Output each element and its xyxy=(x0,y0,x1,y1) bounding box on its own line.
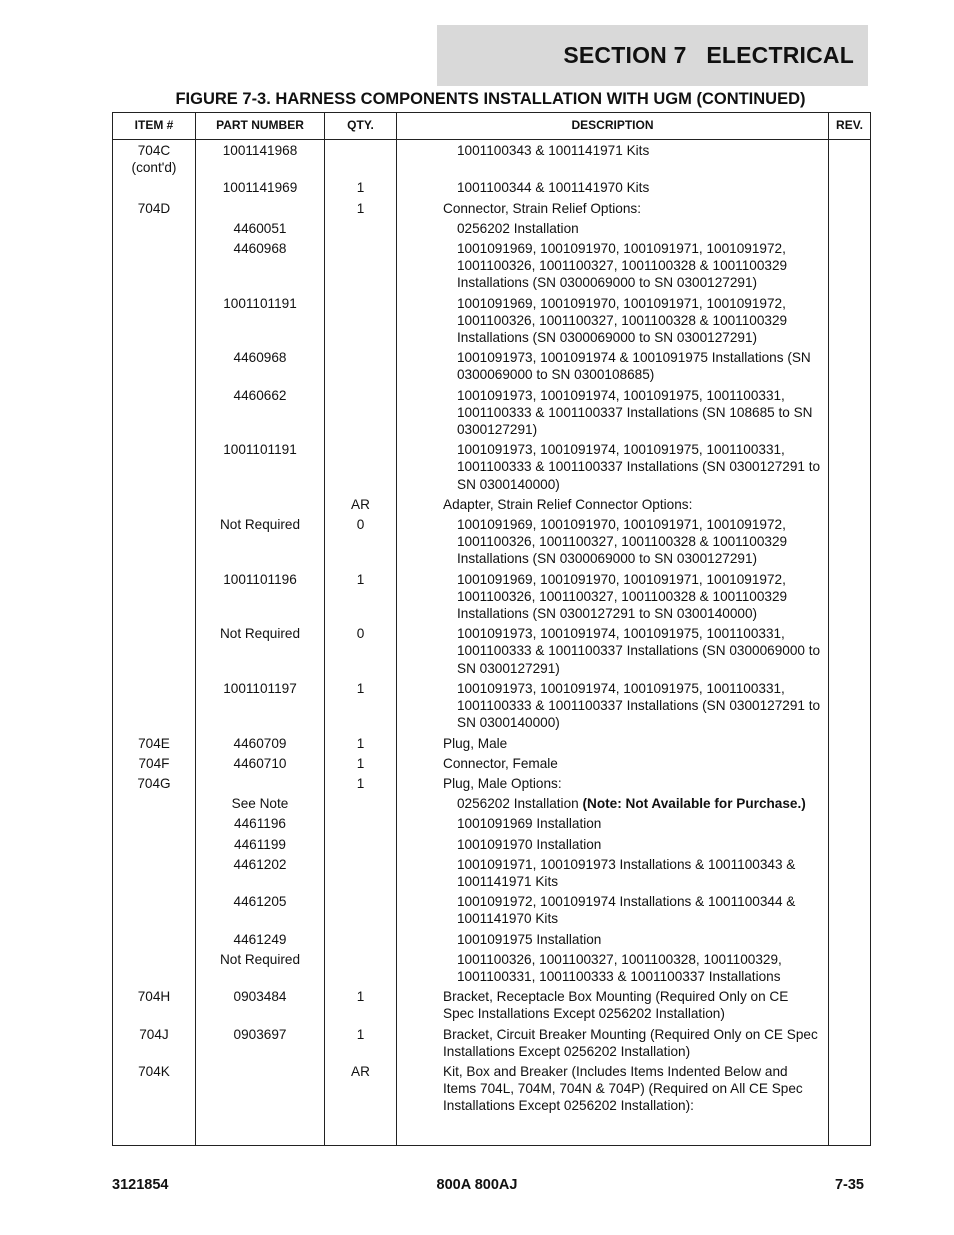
part-number-cell xyxy=(196,200,325,220)
spacer-cell xyxy=(325,1118,397,1146)
part-number-cell: Not Required xyxy=(196,516,325,571)
rev-cell xyxy=(829,240,871,295)
item-number-cell xyxy=(113,240,196,295)
table-row xyxy=(113,496,871,516)
table-row xyxy=(113,988,871,1025)
rev-cell xyxy=(829,893,871,930)
table-bottom-spacer xyxy=(113,1118,871,1146)
qty-cell: AR xyxy=(325,1063,397,1118)
part-number-cell: 4460662 xyxy=(196,387,325,442)
table-row xyxy=(113,441,871,496)
description-cell xyxy=(397,815,829,835)
item-number-cell: 704D xyxy=(113,200,196,220)
table-row xyxy=(113,735,871,755)
description-cell xyxy=(397,1063,829,1118)
qty-cell xyxy=(325,140,397,180)
rev-cell xyxy=(829,755,871,775)
qty-cell: 1 xyxy=(325,680,397,735)
description-text: 0256202 Installation xyxy=(457,796,583,812)
description-cell xyxy=(397,240,829,295)
rev-cell xyxy=(829,295,871,350)
part-number-cell: 4460968 xyxy=(196,240,325,295)
rev-cell xyxy=(829,571,871,626)
description-text: 1001100343 & 1001141971 Kits xyxy=(457,143,650,158)
part-number-cell: 1001101191 xyxy=(196,295,325,350)
description-cell xyxy=(397,856,829,893)
description-text: 0256202 Installation xyxy=(457,220,579,236)
item-number-cell xyxy=(113,795,196,815)
description-text: 1001091969 Installation xyxy=(457,816,602,832)
part-number-cell xyxy=(196,775,325,795)
qty-cell xyxy=(325,240,397,295)
table-row xyxy=(113,220,871,240)
item-number-cell xyxy=(113,349,196,386)
table-row xyxy=(113,1063,871,1118)
item-number-cell xyxy=(113,931,196,951)
item-number-cell xyxy=(113,220,196,240)
table-row xyxy=(113,856,871,893)
item-number-cell xyxy=(113,179,196,199)
column-header-qty: QTY. xyxy=(325,113,397,140)
table-row xyxy=(113,179,871,199)
qty-cell xyxy=(325,815,397,835)
part-number-cell: 4460968 xyxy=(196,349,325,386)
description-text: 1001091973, 1001091974, 1001091975, 1001100331, 1001100333 & 1001100337 Installations (SN 0300127291 to SN 0300140000) xyxy=(457,442,821,492)
item-number-cell xyxy=(113,387,196,442)
item-number-cell: 704C (cont'd) xyxy=(113,140,196,180)
description-cell xyxy=(397,625,829,680)
item-number-cell xyxy=(113,893,196,930)
description-text: 1001091973, 1001091974, 1001091975, 1001100331, 1001100333 & 1001100337 Installations (SN 0300069000 to SN 0300127291) xyxy=(457,626,821,676)
table-row xyxy=(113,625,871,680)
qty-cell xyxy=(325,856,397,893)
description-text: 1001091969, 1001091970, 1001091971, 1001091972, 1001100326, 1001100327, 1001100328 & 1001100329 Installations (SN 0300069000 to SN 0300127291) xyxy=(457,241,788,291)
table-row xyxy=(113,931,871,951)
description-text: 1001091973, 1001091974, 1001091975, 1001100331, 1001100333 & 1001100337 Installations (SN 108685 to SN 0300127291) xyxy=(457,387,813,438)
table-row xyxy=(113,795,871,815)
qty-cell: 0 xyxy=(325,516,397,571)
column-header-item: ITEM # xyxy=(113,113,196,140)
part-number-cell: 4460710 xyxy=(196,755,325,775)
table-row xyxy=(113,775,871,795)
description-text: 1001091972, 1001091974 Installations & 1001100344 & 1001141970 Kits xyxy=(457,894,796,927)
qty-cell: 1 xyxy=(325,988,397,1025)
description-text: Kit, Box and Breaker (Includes Items Indented Below and Items 704L, 704M, 704N & 704P) (Required on All CE Spec Installations Except 0256202 Installation): xyxy=(443,1063,803,1114)
description-cell xyxy=(397,893,829,930)
part-number-cell xyxy=(196,1063,325,1118)
table-row xyxy=(113,516,871,571)
item-number-cell xyxy=(113,856,196,893)
footer-doc-number: 3121854 xyxy=(112,1177,169,1193)
rev-cell xyxy=(829,815,871,835)
description-cell xyxy=(397,496,829,516)
item-number-cell: 704H xyxy=(113,988,196,1025)
table-row xyxy=(113,815,871,835)
spacer-cell xyxy=(196,1118,325,1146)
figure-title: FIGURE 7-3. HARNESS COMPONENTS INSTALLATION WITH UGM (CONTINUED) xyxy=(175,90,806,108)
spacer-cell xyxy=(829,1118,871,1146)
qty-cell: 0 xyxy=(325,625,397,680)
description-cell xyxy=(397,680,829,735)
rev-cell xyxy=(829,931,871,951)
qty-cell xyxy=(325,795,397,815)
table-row xyxy=(113,836,871,856)
part-number-cell: 1001141968 xyxy=(196,140,325,180)
qty-cell: 1 xyxy=(325,1026,397,1063)
section-header xyxy=(437,25,868,86)
table-row xyxy=(113,387,871,442)
qty-cell: 1 xyxy=(325,179,397,199)
qty-cell xyxy=(325,893,397,930)
spacer-cell xyxy=(397,1118,829,1146)
description-text: 1001091973, 1001091974 & 1001091975 Installations (SN 0300069000 to SN 0300108685) xyxy=(457,350,811,383)
table-row xyxy=(113,240,871,295)
part-number-cell: 4461205 xyxy=(196,893,325,930)
description-note: (Note: Not Available for Purchase.) xyxy=(582,796,806,812)
rev-cell xyxy=(829,795,871,815)
qty-cell: 1 xyxy=(325,755,397,775)
rev-cell xyxy=(829,179,871,199)
description-text: 1001091975 Installation xyxy=(457,931,602,947)
table-row xyxy=(113,571,871,626)
qty-cell xyxy=(325,387,397,442)
item-number-cell xyxy=(113,815,196,835)
table-body xyxy=(113,140,871,1146)
item-number-cell: 704K xyxy=(113,1063,196,1118)
rev-cell xyxy=(829,200,871,220)
table-row xyxy=(113,349,871,386)
item-number-cell: 704E xyxy=(113,735,196,755)
footer-page-number: 7-35 xyxy=(834,1177,864,1193)
item-number-cell xyxy=(113,836,196,856)
part-number-cell: 4461196 xyxy=(196,815,325,835)
part-number-cell: 1001141969 xyxy=(196,179,325,199)
description-text: Connector, Female xyxy=(443,755,558,771)
description-text: Bracket, Receptacle Box Mounting (Required Only on CE Spec Installations Except 0256202 Installation) xyxy=(443,989,789,1022)
description-text: Bracket, Circuit Breaker Mounting (Required Only on CE Spec Installations Except 0256202 Installation) xyxy=(443,1026,818,1059)
rev-cell xyxy=(829,836,871,856)
table-row xyxy=(113,140,871,180)
rev-cell xyxy=(829,516,871,571)
description-cell xyxy=(397,931,829,951)
rev-cell xyxy=(829,735,871,755)
description-text: 1001091969, 1001091970, 1001091971, 1001091972, 1001100326, 1001100327, 1001100328 & 1001100329 Installations (SN 0300069000 to SN 0300127291) xyxy=(457,295,788,346)
description-cell xyxy=(397,179,829,199)
column-header-rev: REV. xyxy=(829,113,871,140)
description-text: 1001091969, 1001091970, 1001091971, 1001091972, 1001100326, 1001100327, 1001100328 & 1001100329 Installations (SN 0300127291 to SN 0300140000) xyxy=(457,571,788,622)
spacer-cell xyxy=(113,1118,196,1146)
part-number-cell: See Note xyxy=(196,795,325,815)
rev-cell xyxy=(829,856,871,893)
description-text: Connector, Strain Relief Options: xyxy=(443,200,641,216)
item-number-cell xyxy=(113,295,196,350)
description-text: 1001091971, 1001091973 Installations & 1001100343 & 1001141971 Kits xyxy=(457,856,796,889)
part-number-cell: Not Required xyxy=(196,951,325,988)
part-number-cell: 1001101191 xyxy=(196,441,325,496)
description-cell xyxy=(397,349,829,386)
table-row xyxy=(113,951,871,988)
description-cell xyxy=(397,755,829,775)
part-number-cell: 4461249 xyxy=(196,931,325,951)
description-cell xyxy=(397,516,829,571)
description-cell xyxy=(397,220,829,240)
part-number-cell: 4460051 xyxy=(196,220,325,240)
description-cell xyxy=(397,387,829,442)
part-number-cell: Not Required xyxy=(196,625,325,680)
description-text: 1001100344 & 1001141970 Kits xyxy=(457,180,650,196)
description-text: 1001091969, 1001091970, 1001091971, 1001091972, 1001100326, 1001100327, 1001100328 & 1001100329 Installations (SN 0300069000 to SN 0300127291) xyxy=(457,517,788,567)
rev-cell xyxy=(829,680,871,735)
description-cell xyxy=(397,951,829,988)
part-number-cell: 1001101196 xyxy=(196,571,325,626)
part-number-cell xyxy=(196,496,325,516)
description-text: Adapter, Strain Relief Connector Options: xyxy=(443,496,693,512)
description-cell xyxy=(397,775,829,795)
rev-cell xyxy=(829,496,871,516)
item-number-cell: 704G xyxy=(113,775,196,795)
qty-cell xyxy=(325,220,397,240)
description-cell xyxy=(397,795,829,815)
section-title: SECTION 7 ELECTRICAL xyxy=(563,42,854,68)
item-number-cell: 704F xyxy=(113,755,196,775)
rev-cell xyxy=(829,1063,871,1118)
description-text: 1001091970 Installation xyxy=(457,836,602,852)
rev-cell xyxy=(829,1026,871,1063)
rev-cell xyxy=(829,951,871,988)
qty-cell xyxy=(325,931,397,951)
qty-cell xyxy=(325,951,397,988)
part-number-cell: 0903484 xyxy=(196,988,325,1025)
qty-cell xyxy=(325,295,397,350)
item-number-cell xyxy=(113,680,196,735)
table-row xyxy=(113,200,871,220)
part-number-cell: 1001101197 xyxy=(196,680,325,735)
qty-cell: 1 xyxy=(325,775,397,795)
rev-cell xyxy=(829,988,871,1025)
column-header-part-number: PART NUMBER xyxy=(196,113,325,140)
rev-cell xyxy=(829,625,871,680)
rev-cell xyxy=(829,140,871,180)
description-text: Plug, Male xyxy=(443,735,508,751)
rev-cell xyxy=(829,775,871,795)
description-cell xyxy=(397,735,829,755)
table-row xyxy=(113,1026,871,1063)
description-cell xyxy=(397,441,829,496)
qty-cell xyxy=(325,836,397,856)
qty-cell: 1 xyxy=(325,735,397,755)
rev-cell xyxy=(829,441,871,496)
rev-cell xyxy=(829,387,871,442)
item-number-cell xyxy=(113,496,196,516)
part-number-cell: 4461202 xyxy=(196,856,325,893)
description-cell xyxy=(397,295,829,350)
item-number-cell xyxy=(113,625,196,680)
description-cell xyxy=(397,571,829,626)
footer-model: 800A 800AJ xyxy=(436,1177,518,1193)
item-number-cell xyxy=(113,571,196,626)
table-header-row xyxy=(113,113,871,140)
qty-cell xyxy=(325,349,397,386)
item-number-cell xyxy=(113,516,196,571)
qty-cell: 1 xyxy=(325,200,397,220)
part-number-cell: 0903697 xyxy=(196,1026,325,1063)
description-text: 1001100326, 1001100327, 1001100328, 1001100329, 1001100331, 1001100333 & 1001100337 Installations xyxy=(457,951,782,984)
qty-cell: 1 xyxy=(325,571,397,626)
table-row xyxy=(113,755,871,775)
description-cell xyxy=(397,200,829,220)
rev-cell xyxy=(829,349,871,386)
table-row xyxy=(113,680,871,735)
qty-cell xyxy=(325,441,397,496)
description-cell xyxy=(397,1026,829,1063)
rev-cell xyxy=(829,220,871,240)
description-text: 1001091973, 1001091974, 1001091975, 1001100331, 1001100333 & 1001100337 Installations (SN 0300127291 to SN 0300140000) xyxy=(457,680,821,731)
description-cell xyxy=(397,988,829,1025)
item-number-cell xyxy=(113,951,196,988)
part-number-cell: 4461199 xyxy=(196,836,325,856)
table-row xyxy=(113,893,871,930)
description-text: Plug, Male Options: xyxy=(443,775,562,791)
qty-cell: AR xyxy=(325,496,397,516)
description-cell xyxy=(397,140,829,180)
item-number-cell xyxy=(113,441,196,496)
description-cell xyxy=(397,836,829,856)
part-number-cell: 4460709 xyxy=(196,735,325,755)
item-number-cell: 704J xyxy=(113,1026,196,1063)
table-row xyxy=(113,295,871,350)
column-header-description: DESCRIPTION xyxy=(397,113,829,140)
parts-table xyxy=(112,112,871,1146)
